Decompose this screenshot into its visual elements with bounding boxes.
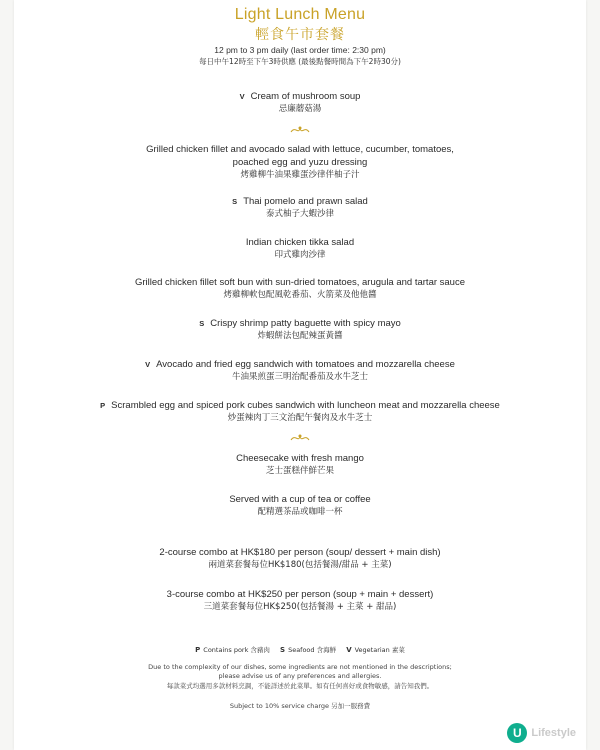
main-name-en: Thai pomelo and prawn salad: [243, 196, 368, 207]
main-name-zh: 炸蝦餅法包配辣蛋黃醬: [257, 331, 343, 341]
serving-hours-zh: 每日中午12時至下午3時供應 (最後點餐時間為下午2時30分): [199, 57, 401, 66]
menu-title-zh: 輕食午市套餐: [255, 27, 345, 43]
combo-item: [14, 588, 586, 613]
main-name-zh: 烤雞柳軟包配風乾番茄、火箭菜及他他醬: [223, 290, 377, 300]
dessert-name-en: Cheesecake with fresh mango: [236, 453, 364, 464]
soup-name-en: Cream of mushroom soup: [250, 91, 361, 102]
drink-item: [14, 493, 586, 518]
main-item: [14, 358, 586, 383]
soup-name-zh: 忌廉蘑菇湯: [278, 104, 322, 114]
main-item: [14, 236, 586, 261]
soup-item: [14, 90, 586, 115]
legend-label: Seafood 含海鮮: [288, 646, 337, 654]
floral-ornament-icon: [14, 124, 586, 136]
main-name-zh: 炒蛋辣肉丁三文治配午餐肉及水牛芝士: [227, 413, 373, 423]
combo-price-en: 3-course combo at HK$250 per person (soup + main + dessert): [166, 589, 434, 600]
drink-name-en: Served with a cup of tea or coffee: [229, 494, 371, 505]
legend-key: P: [195, 646, 201, 654]
service-charge-note: Subject to 10% service charge 另加一服務費: [229, 702, 371, 710]
main-diet-tag: S: [199, 319, 205, 328]
main-item: [14, 276, 586, 301]
main-name-zh: 泰式柚子大蝦沙律: [265, 209, 334, 219]
main-item: [14, 399, 586, 424]
main-name-zh: 烤雞柳牛油果雞蛋沙律伴柚子汁: [240, 170, 360, 180]
combo-price-en: 2-course combo at HK$180 per person (soup/ dessert + main dish): [159, 547, 441, 558]
legend-key: S: [280, 646, 286, 654]
main-name-zh: 牛油果煎蛋三明治配番茄及水牛芝士: [231, 372, 368, 382]
combo-price-zh: 三道菜套餐每位HK$250(包括餐湯 + 主菜 + 甜品): [203, 602, 397, 612]
watermark: [507, 722, 576, 744]
main-name-en: Avocado and fried egg sandwich with tomatoes and mozzarella cheese: [156, 359, 455, 370]
legend-key: V: [346, 646, 352, 654]
main-item: [14, 195, 586, 220]
main-name-en-cont: poached egg and yuzu dressing: [232, 157, 368, 168]
serving-hours-en: 12 pm to 3 pm daily (last order time: 2:30 pm): [214, 45, 386, 55]
allergy-note-en-1: Due to the complexity of our dishes, some ingredients are not mentioned in the descriptions;: [148, 663, 452, 671]
allergy-note-en-2: please advise us of any preferences and allergies.: [218, 672, 382, 680]
floral-ornament-icon: [14, 432, 586, 444]
soup-diet-tag: V: [239, 92, 245, 101]
main-name-en: Indian chicken tikka salad: [245, 237, 355, 248]
main-name-en: Grilled chicken fillet soft bun with sun-dried tomatoes, arugula and tartar sauce: [134, 277, 466, 288]
watermark-text: Lifestyle: [531, 727, 576, 739]
watermark-logo: U: [507, 723, 527, 743]
main-item: [14, 317, 586, 342]
main-diet-tag: S: [232, 197, 238, 206]
combo-price-zh: 兩道菜套餐每位HK$180(包括餐湯/甜品 + 主菜): [208, 560, 392, 570]
main-item: [14, 143, 586, 181]
main-diet-tag: V: [145, 360, 151, 369]
dessert-item: [14, 452, 586, 477]
diet-legend: [14, 645, 586, 654]
main-diet-tag: P: [100, 401, 106, 410]
legend-label: Vegetarian 素菜: [354, 646, 405, 654]
main-name-en: Scrambled egg and spiced pork cubes sandwich with luncheon meat and mozzarella cheese: [111, 400, 500, 411]
legend-label: Contains pork 含豬肉: [203, 646, 270, 654]
menu-page: [14, 0, 586, 750]
dessert-name-zh: 芝士蛋糕伴鮮芒果: [265, 466, 334, 476]
combo-item: [14, 546, 586, 571]
menu-title-en: Light Lunch Menu: [234, 6, 366, 23]
drink-name-zh: 配精選茶品或咖啡一杯: [257, 507, 343, 517]
main-name-en: Grilled chicken fillet and avocado salad with lettuce, cucumber, tomatoes,: [146, 144, 454, 155]
main-name-zh: 印式雞肉沙律: [274, 250, 326, 260]
allergy-note-zh: 每款菜式均選用多款材料烹調，不能詳述於此菜單。如有任何喜好或食物敏感，請告知我們。: [166, 682, 434, 690]
main-name-en: Crispy shrimp patty baguette with spicy mayo: [210, 318, 401, 329]
